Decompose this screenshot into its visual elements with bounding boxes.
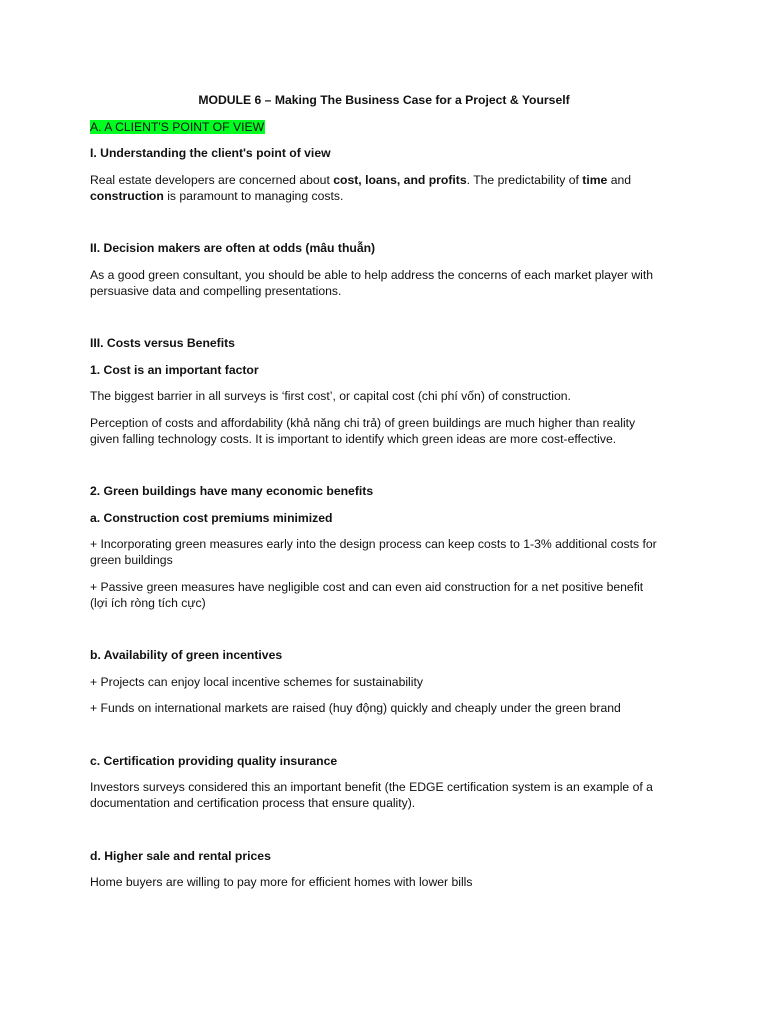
heading-cost-factor: 1. Cost is an important factor bbox=[90, 363, 259, 377]
paragraph-passive-line-1: + Passive green measures have negligible cost and can even aid construction for a net positive benefit bbox=[90, 580, 644, 594]
text-run: and bbox=[607, 173, 632, 187]
paragraph-first-cost: The biggest barrier in all surveys is ‘first cost’, or capital cost (chi phí vốn) of construction. bbox=[90, 389, 571, 403]
heading-costs-vs-benefits: III. Costs versus Benefits bbox=[90, 336, 235, 350]
section-heading-a bbox=[90, 119, 265, 136]
heading-decision-makers: II. Decision makers are often at odds (mâu thuẫn) bbox=[90, 241, 376, 255]
paragraph-incorporating-line-2: green buildings bbox=[90, 553, 173, 567]
heading-certification: c. Certification providing quality insurance bbox=[90, 754, 338, 768]
text-run: . The predictability of bbox=[466, 173, 583, 187]
paragraph-investors-line-1: Investors surveys considered this an important benefit (the EDGE certification system is an example of a bbox=[90, 780, 653, 794]
paragraph-passive-line-2: (lợi ích ròng tích cực) bbox=[90, 596, 206, 610]
paragraph-perception-line-2: given falling technology costs. It is important to identify which green ideas are more cost-effective. bbox=[90, 432, 617, 446]
heading-cost-premiums: a. Construction cost premiums minimized bbox=[90, 511, 333, 525]
paragraph-incorporating-line-1: + Incorporating green measures early into the design process can keep costs to 1-3% additional costs for bbox=[90, 537, 657, 551]
paragraph-consultant-line-2: persuasive data and compelling presentations. bbox=[90, 284, 342, 298]
bold-text-run: cost, loans, and profits bbox=[333, 173, 467, 187]
page-title: MODULE 6 – Making The Business Case for a Project & Yourself bbox=[198, 93, 570, 107]
paragraph-consultant-line-1: As a good green consultant, you should be able to help address the concerns of each market player with bbox=[90, 268, 654, 282]
bold-text-run: time bbox=[582, 173, 608, 187]
text-run: Real estate developers are concerned about bbox=[90, 173, 334, 187]
paragraph-home-buyers: Home buyers are willing to pay more for efficient homes with lower bills bbox=[90, 875, 473, 889]
paragraph-local-incentives: + Projects can enjoy local incentive schemes for sustainability bbox=[90, 675, 423, 689]
bold-text-run: construction bbox=[90, 189, 164, 203]
text-run: is paramount to managing costs. bbox=[163, 189, 344, 203]
heading-sale-rental-prices: d. Higher sale and rental prices bbox=[90, 849, 271, 863]
heading-economic-benefits: 2. Green buildings have many economic benefits bbox=[90, 484, 374, 498]
paragraph-investors-line-2: documentation and certification process that ensure quality). bbox=[90, 796, 416, 810]
paragraph-developers-line-2 bbox=[90, 188, 343, 205]
heading-understanding-client: I. Understanding the client's point of view bbox=[90, 146, 331, 160]
heading-green-incentives: b. Availability of green incentives bbox=[90, 648, 283, 662]
paragraph-perception-line-1: Perception of costs and affordability (khả năng chi trả) of green buildings are much higher than reality bbox=[90, 416, 636, 430]
highlighted-section-label: A. A CLIENT'S POINT OF VIEW bbox=[90, 120, 265, 134]
paragraph-developers-line-1 bbox=[90, 172, 631, 189]
paragraph-international-funds: + Funds on international markets are raised (huy động) quickly and cheaply under the green brand bbox=[90, 701, 621, 715]
